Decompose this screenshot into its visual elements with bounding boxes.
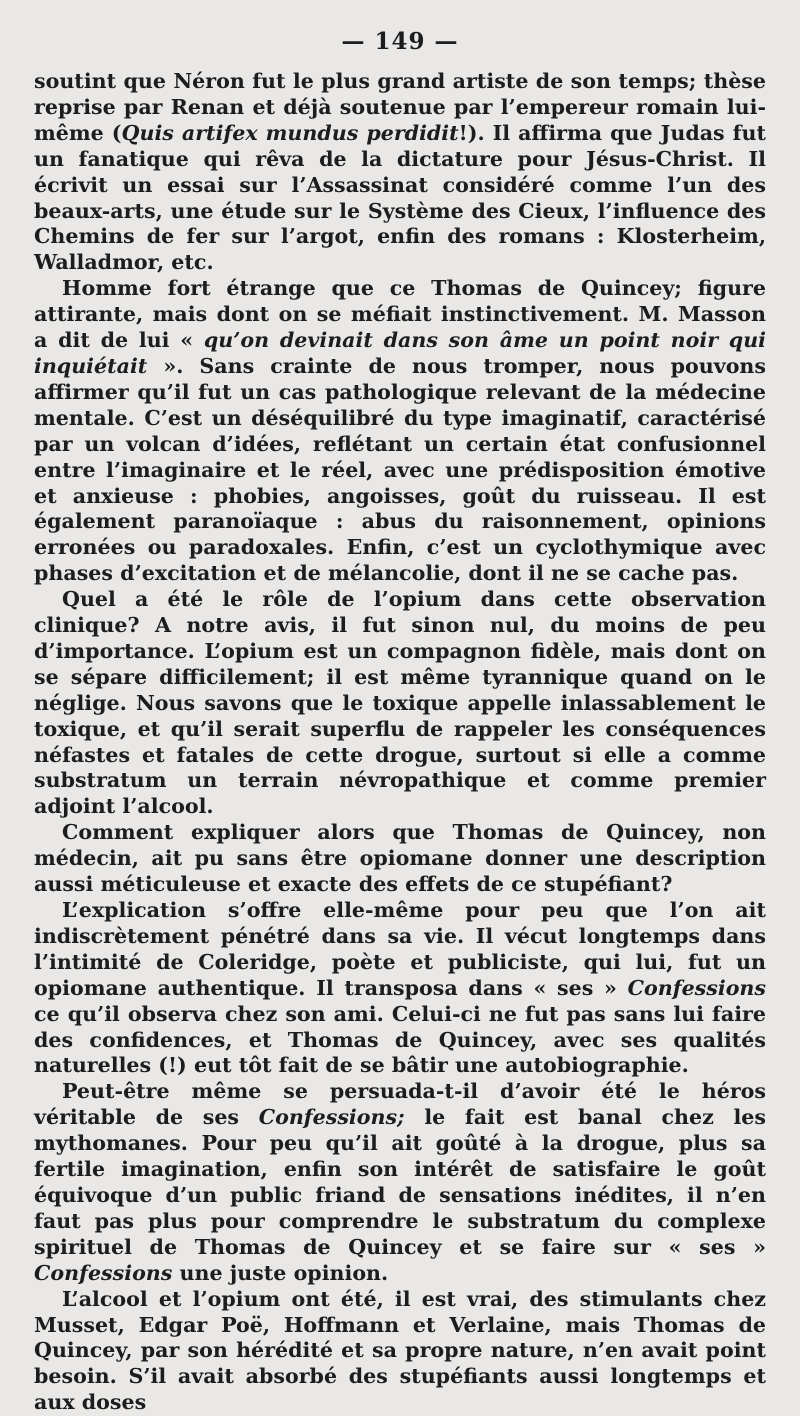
text-run: le fait est banal chez les mythomanes. Pour peu qu’il ait goûté à la drogue, plus sa fertile imagination, enfin son intérêt de satisfaire le goût équivoque d’un public friand de sensations inédites, il n’en faut pas plus pour comprendre le substratum du complexe spirituel de Thomas de Quincey et se faire sur « ses » xyxy=(34,1105,766,1259)
paragraph xyxy=(34,276,766,587)
paragraph xyxy=(34,898,766,1079)
italic-text: Confessions xyxy=(627,975,766,1000)
paragraph xyxy=(34,587,766,820)
text-run: L’alcool et l’opium ont été, il est vrai, des stimulants chez Musset, Edgar Poë, Hoffmann et Verlaine, mais Thomas de Quincey, par son hérédité et sa propre nature, n’en avait point besoin. S’il avait absorbé des stupéfiants aussi longtemps et aux doses xyxy=(34,1286,766,1415)
text-run: Comment expliquer alors que Thomas de Quincey, non médecin, ait pu sans être opiomane donner une description aussi méticuleuse et exacte des effets de ce stupéfiant? xyxy=(34,820,766,897)
text-run: ». Sans crainte de nous tromper, nous pouvons affirmer qu’il fut un cas pathologique relevant de la médecine mentale. C’est un déséquilibré du type imaginatif, caractérisé par un volcan d’idées, reflétant un certain état confusionnel entre l’imaginaire et le réel, avec une prédisposition émotive et anxieuse : phobies, angoisses, goût du ruisseau. Il est également paranoïaque : abus du raisonnement, opinions erronées ou paradoxales. Enfin, c’est un cyclothymique avec phases d’excitation et de mélancolie, dont il ne se cache pas. xyxy=(34,353,766,586)
body-text xyxy=(34,69,766,1416)
text-run: Quel a été le rôle de l’opium dans cette observation clinique? A notre avis, il fut sinon nul, du moins de peu d’importance. L’opium est un compagnon fidèle, mais dont on se sépare difficilement; il est même tyrannique quand on le néglige. Nous savons que le toxique appelle inlassablement le toxique, et qu’il serait superflu de rappeler les conséquences néfastes et fatales de cette drogue, surtout si elle a comme substratum un terrain névropathique et comme premier adjoint l’alcool. xyxy=(34,587,766,819)
paragraph xyxy=(34,69,766,276)
text-run: une juste opinion. xyxy=(172,1260,389,1285)
italic-text: Confessions; xyxy=(258,1105,405,1130)
text-run: !). Il affirma que Judas fut un fanatique qui rêva de la dictature pour Jésus-Christ. Il écrivit un essai sur l’Assassinat considéré comme l’un des beaux-arts, une étude sur le Système des Cieux, l’influence des Chemins de fer sur l’argot, enfin des romans : Klosterheim, Walladmor, etc. xyxy=(34,120,766,275)
paragraph xyxy=(34,820,766,898)
italic-text: Confessions xyxy=(34,1260,173,1285)
italic-text: qu’on devinait dans son âme un point noir qui inquiétait xyxy=(34,328,766,378)
italic-text: Quis artifex mundus perdidit xyxy=(121,120,459,145)
text-run: Peut-être même se persuada-t-il d’avoir été le héros véritable de ses xyxy=(34,1079,766,1130)
text-run: Homme fort étrange que ce Thomas de Quincey; figure attirante, mais dont on se méfiait instinctivement. M. Masson a dit de lui « xyxy=(34,276,766,353)
page-number: — 149 — xyxy=(341,28,459,55)
text-run: soutint que Néron fut le plus grand artiste de son temps; thèse reprise par Renan et déjà soutenue par l’empereur romain lui-même ( xyxy=(34,69,766,145)
paragraph xyxy=(34,1079,766,1286)
paragraph xyxy=(34,1287,766,1416)
text-run: ce qu’il observa chez son ami. Celui-ci ne fut pas sans lui faire des confidences, et Thomas de Quincey, avec ses qualités naturelles (!) eut tôt fait de se bâtir une autobiographie. xyxy=(34,1001,766,1078)
text-run: L’explication s’offre elle-même pour peu que l’on ait indiscrètement pénétré dans sa vie. Il vécut longtemps dans l’intimité de Coleridge, poète et publiciste, qui lui, fut un opiomane authentique. Il transposa dans « ses » xyxy=(34,898,766,1000)
